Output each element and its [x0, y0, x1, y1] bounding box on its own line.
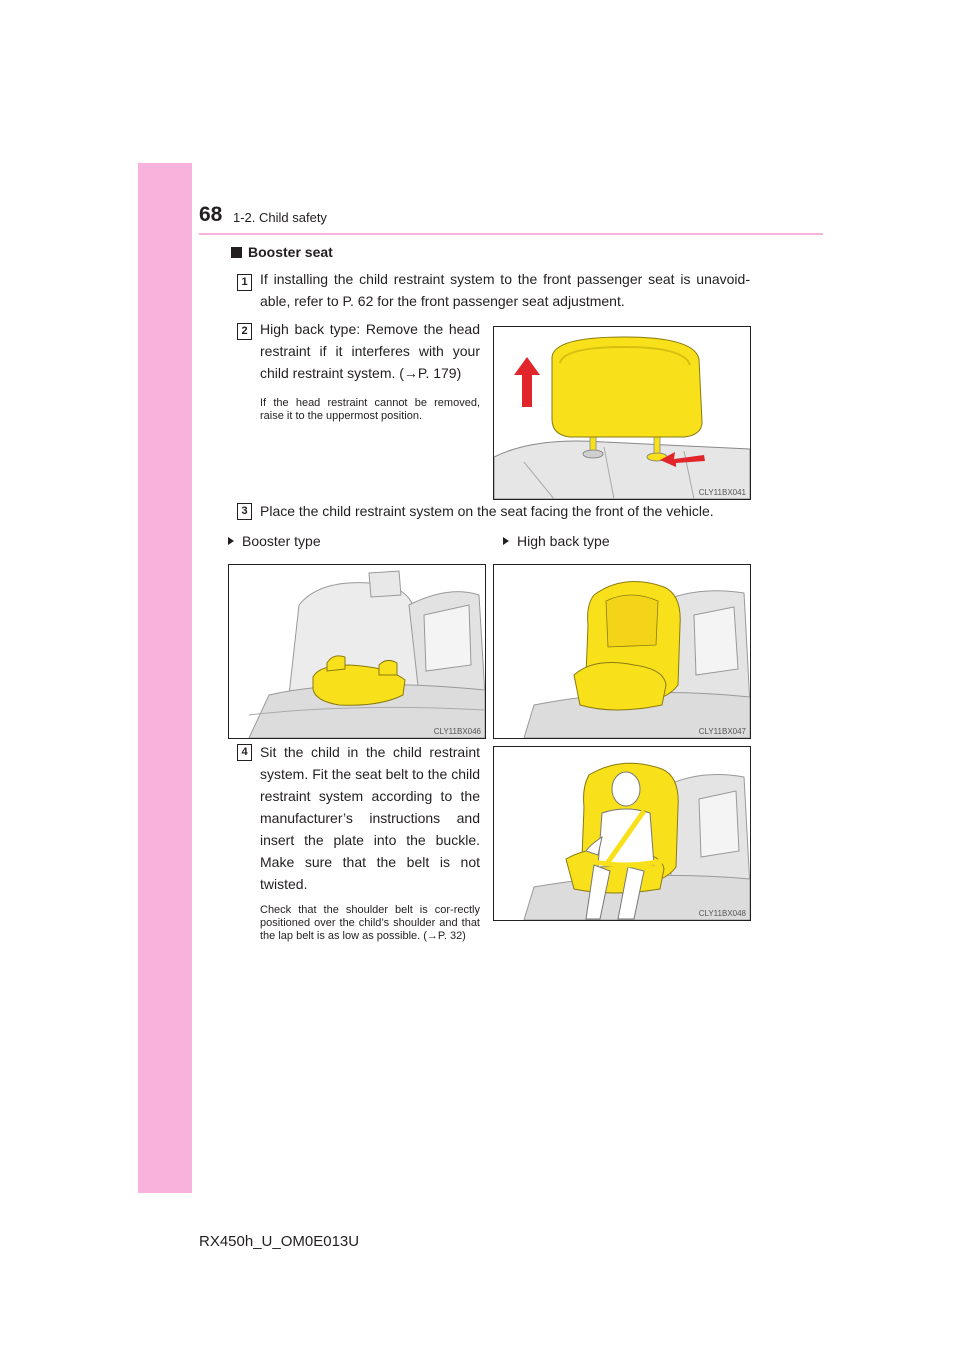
heading-text: Booster seat [248, 244, 333, 260]
header-rule [199, 233, 823, 235]
step-3-text: Place the child restraint system on the seat facing the front of the vehicle. [260, 503, 714, 519]
step-2-note: If the head restraint cannot be removed, raise it to the uppermost position. [260, 397, 480, 422]
triangle-bullet-icon [228, 537, 234, 545]
label-booster-type [228, 533, 321, 549]
step-4-note: Check that the shoulder belt is cor-rectly positioned over the child’s shoulder and that the lap belt is as low as possible. (→P. 32) [260, 904, 480, 942]
section-heading [231, 244, 333, 260]
document-code-footer: RX450h_U_OM0E013U [199, 1233, 360, 1250]
step-2-text: High back type: Remove the head restraint if it interferes with your child restraint system. (→P. 179) [260, 321, 480, 381]
chapter-sidebar-tab [138, 163, 192, 1193]
label-text: High back type [517, 533, 610, 549]
figure-booster-seat [228, 564, 486, 739]
figure-code: CLY11BX041 [698, 488, 746, 497]
figure-head-restraint-removal [493, 326, 751, 500]
figure-code: CLY11BX048 [698, 909, 746, 918]
figure-high-back-seat [493, 564, 751, 739]
step-4-text: Sit the child in the child restraint system. Fit the seat belt to the child restraint system according to the manufacturer’s instructions and insert the plate into the buckle. Make sure that the belt is not twisted. [260, 744, 480, 892]
triangle-bullet-icon [503, 537, 509, 545]
step-number-1: 1 [237, 274, 252, 291]
label-text: Booster type [242, 533, 321, 549]
label-high-back-type [503, 533, 610, 549]
section-title: 1-2. Child safety [233, 210, 327, 225]
step-number-3: 3 [237, 503, 252, 520]
step-number-4: 4 [237, 744, 252, 761]
page-number: 68 [199, 203, 223, 226]
step-1-text: If installing the child restraint system to the front passenger seat is unavoid-able, refer to P. 62 for the front passenger seat adjustment. [260, 271, 750, 309]
figure-code: CLY11BX046 [433, 727, 481, 736]
step-number-2: 2 [237, 323, 252, 340]
figure-code: CLY11BX047 [698, 727, 746, 736]
square-bullet-icon [231, 247, 242, 258]
figure-child-seated [493, 746, 751, 921]
